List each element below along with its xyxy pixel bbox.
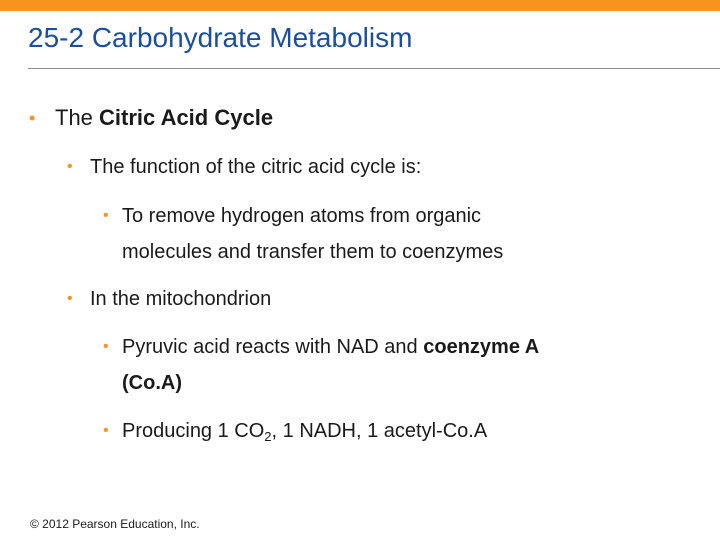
bullet-text [55, 105, 273, 131]
bullet-dot-icon: • [103, 207, 109, 224]
bullet-dot-icon: • [103, 422, 109, 439]
bullet-prefix: The [55, 105, 100, 130]
bullet-dot-icon: • [29, 108, 36, 128]
bullet-citric-acid-cycle [29, 105, 273, 131]
bullet-text [122, 198, 503, 270]
bullet-bold-coenzyme: coenzyme A [423, 336, 540, 358]
bullet-remove-hydrogen [103, 198, 503, 270]
title-divider [28, 68, 720, 69]
bullet-prefix: Pyruvic acid reacts with NAD and [122, 336, 424, 358]
bullet-text [122, 329, 539, 401]
bullet-text: In the mitochondrion [90, 288, 272, 310]
bullet-suffix: , 1 NADH, 1 acetyl-Co.A [271, 420, 488, 442]
bullet-line-2: molecules and transfer them to coenzymes [122, 241, 504, 263]
bullet-text: The function of the citric acid cycle is: [90, 156, 422, 178]
bullet-producing [103, 413, 487, 449]
bullet-line-1: To remove hydrogen atoms from organic [122, 205, 482, 227]
copyright-footer: © 2012 Pearson Education, Inc. [30, 517, 200, 531]
bullet-mitochondrion [67, 287, 271, 311]
bullet-dot-icon: • [103, 338, 109, 355]
bullet-function [67, 155, 421, 179]
bullet-dot-icon: • [67, 290, 73, 307]
subscript-2: 2 [264, 429, 272, 444]
bullet-bold-term: Citric Acid Cycle [99, 105, 274, 130]
bullet-dot-icon: • [67, 158, 73, 175]
bullet-bold-coa: (Co.A) [122, 372, 182, 394]
top-accent-bar [0, 0, 720, 11]
slide-title: 25-2 Carbohydrate Metabolism [28, 22, 413, 53]
bullet-pyruvic-acid [103, 329, 539, 401]
bullet-text [122, 413, 487, 449]
bullet-prefix: Producing 1 CO [122, 420, 265, 442]
